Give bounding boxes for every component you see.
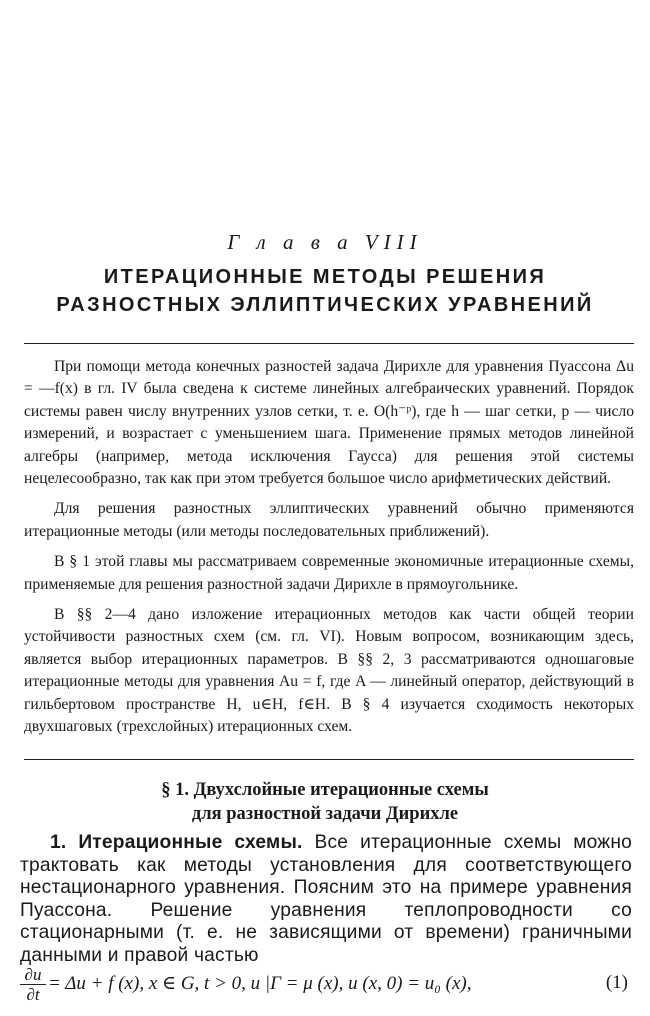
- equation-number: (1): [605, 972, 628, 993]
- fraction-denominator: ∂t: [26, 985, 40, 1004]
- body-paragraph: [20, 832, 632, 968]
- section-title: [0, 778, 650, 826]
- abstract-paragraph: При помощи метода конечных разностей задача Дирихле для уравнения Пуассона Δu = —f(x) в гл. IV была сведена к системе линейных алгебраических уравнений. Порядок системы равен числу внутренних узлов сетки, т. е. O(h⁻ᵖ), где h — шаг сетки, p — число измерений, и возрастает с уменьшением шага. Применение прямых методов линейной алгебры (например, метода исключения Гаусса) для решения этой системы нецелесообразно, так как при этом требуется большое число арифметических действий.: [24, 358, 634, 488]
- chapter-label: Г л а в а VIII: [227, 230, 423, 254]
- top-divider: [24, 343, 634, 344]
- section-title-line-2: для разностной задачи Дирихле: [191, 804, 459, 824]
- fraction-numerator: ∂u: [20, 965, 46, 985]
- chapter-title-line-2: РАЗНОСТНЫХ ЭЛЛИПТИЧЕСКИХ УРАВНЕНИЙ: [56, 294, 594, 316]
- equation-1: [20, 963, 632, 1007]
- section-title-line-1: § 1. Двухслойные итерационные схемы: [161, 780, 489, 800]
- abstract-paragraph: Для решения разностных эллиптических уравнений обычно применяются итерационные методы (или методы последовательных приближений).: [24, 500, 634, 540]
- abstract-paragraph: В §§ 2—4 дано изложение итерационных методов как части общей теории устойчивости разностных схем (см. гл. VI). Новым вопросом, возникающим здесь, является выбор итерационных параметров. В §§ 2, 3 рассматриваются одношаговые итерационные методы для уравнения Au = f, где A — линейный оператор, действующий в гильбертовом пространстве H, u∈H, f∈H. В § 4 изучается сходимость некоторых двухшаговых (трехслойных) итерационных схем.: [24, 606, 634, 736]
- bottom-divider: [24, 759, 634, 760]
- chapter-abstract: [24, 356, 634, 747]
- subsection-heading: 1. Итерационные схемы.: [50, 832, 303, 853]
- body-paragraph-text: Все итерационные схемы можно трактовать как методы установления для соответствующего нестационарного уравнения. Поясним это на примере уравнения Пуассона. Решение уравнения теплопроводности со стационарными (т. е. не зависящими от времени) граничными данными и правой частью: [20, 832, 632, 966]
- chapter-title: [0, 263, 650, 319]
- partial-derivative-fraction: [20, 965, 46, 1004]
- body-text: [20, 832, 632, 968]
- equation-body: = Δu + f (x), x ∈ G, t > 0, u |Γ = μ (x), u (x, 0) = u₀ (x),: [48, 973, 472, 994]
- chapter-title-line-1: ИТЕРАЦИОННЫЕ МЕТОДЫ РЕШЕНИЯ: [103, 266, 547, 288]
- abstract-paragraph: В § 1 этой главы мы рассматриваем современные экономичные итерационные схемы, применяемые для решения разностной задачи Дирихле в прямоугольнике.: [24, 553, 634, 593]
